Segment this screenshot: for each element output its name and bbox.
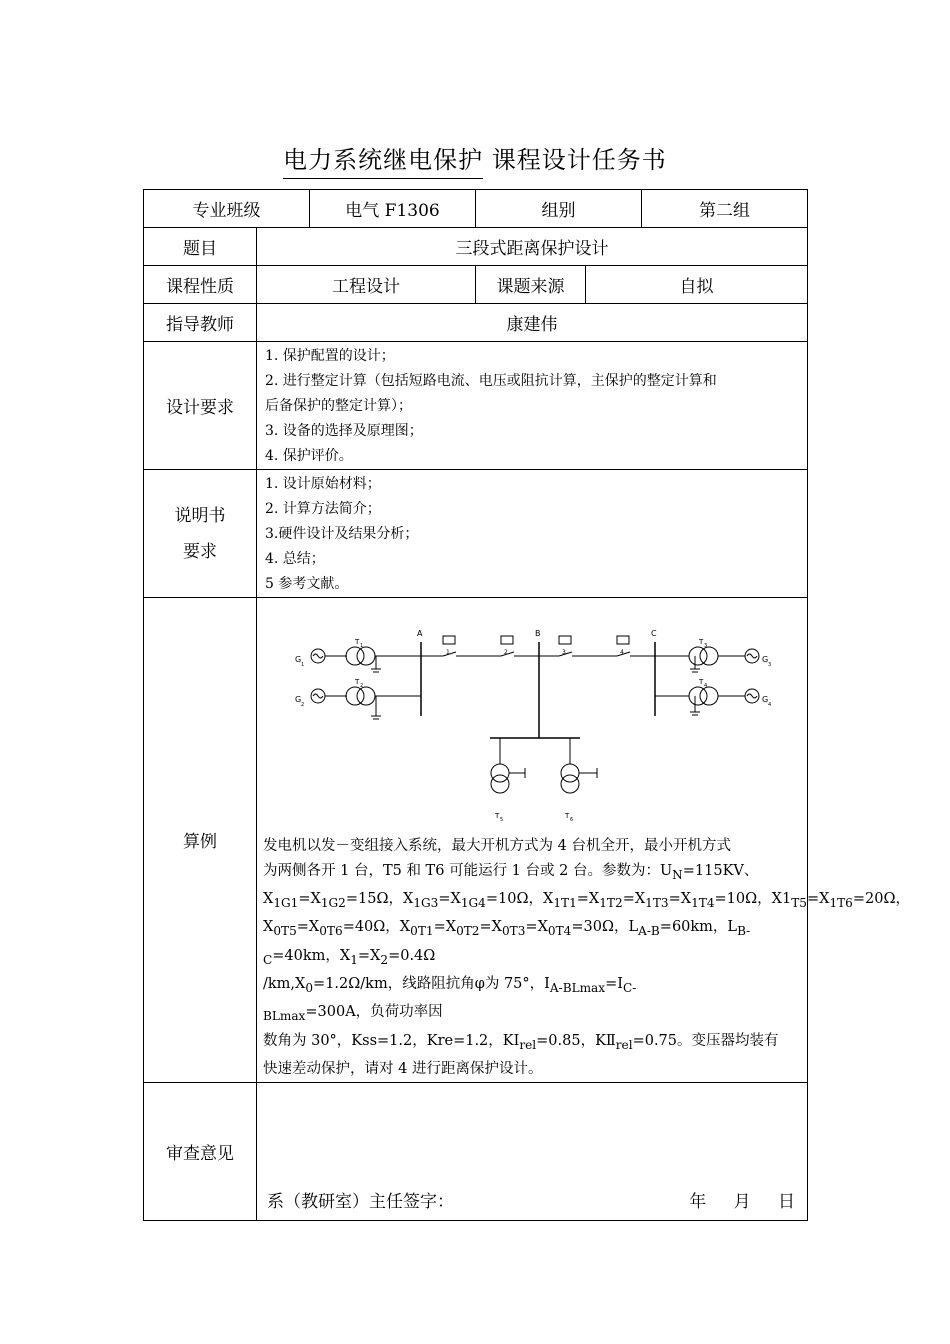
breaker-4-label: 4	[620, 649, 624, 656]
row-teacher	[144, 304, 808, 342]
example-line-3: $X_{1G1}=X_{1G2}=15\Omega$，$X_{1G3}=X_{1G4}=10\Omega$，$X_{1T1}=X_{1T2}=X_{1T3}=X_{1T4}=10\Omega$，$X1_{T5}=X_{1T6}=20\Omega$，	[263, 890, 910, 910]
row-review	[144, 1082, 808, 1220]
t4-sub: 4	[704, 683, 708, 689]
g2-label: G	[295, 695, 302, 704]
bus-c-label: C	[651, 629, 657, 638]
breaker-2	[501, 636, 513, 644]
design-req-line: 4. 保护评价。	[265, 448, 353, 464]
breaker-1-label: 1	[446, 649, 450, 656]
title-underlined: 电力系统继电保护	[283, 146, 483, 179]
g1-sub: 1	[301, 662, 305, 668]
transformer-t1-icon	[346, 647, 364, 665]
example-line-7: 快速差动保护，请对 4 进行距离保护设计。	[263, 1061, 543, 1078]
single-line-diagram	[263, 612, 803, 830]
example-content	[257, 598, 910, 1083]
example-line-1: 发电机以发－变组接入系统，最大开机方式为 4 台机全开，最小开机方式	[263, 838, 731, 854]
breaker-1	[443, 636, 455, 644]
t6-label: T	[565, 812, 570, 820]
t6-sub: 6	[570, 817, 574, 823]
manual-req-label	[144, 470, 257, 598]
example-line-4: $X_{0T5}=X_{0T6}=40\Omega$，$X_{0T1}=X_{0T2}=X_{0T3}=X_{0T4}=30\Omega$，$L_{A-B}=60km$，$L_{B-C}=40km$，$X_1=X_2=0.4\Omega$	[263, 919, 751, 967]
manual-req-line: 5 参考文献。	[265, 576, 349, 592]
t5-label: T	[495, 812, 500, 820]
g4-label: G	[762, 695, 769, 704]
manual-req-line: 1. 设计原始材料；	[265, 476, 381, 492]
g2-sub: 2	[301, 702, 305, 708]
t2-label: T	[355, 678, 360, 686]
generator-g1-wave	[313, 654, 323, 658]
source-value: 自拟	[586, 266, 808, 304]
breaker-3-label: 3	[562, 649, 566, 656]
breaker-4	[617, 636, 629, 644]
t3-label: T	[699, 638, 704, 646]
manual-req-content	[257, 470, 808, 598]
design-req-label: 设计要求	[144, 342, 257, 470]
topic-label: 题目	[144, 228, 257, 266]
review-label: 审查意见	[144, 1082, 257, 1220]
design-req-content	[257, 342, 808, 470]
review-date: 年 月 日	[689, 1191, 795, 1212]
row-nature-source	[144, 266, 808, 304]
transformer-t5-icon	[491, 764, 509, 782]
major-value: 电气 F1306	[310, 190, 476, 228]
review-content	[257, 1082, 808, 1220]
t1-sub: 1	[360, 643, 364, 649]
manual-req-label-1: 说明书	[174, 505, 226, 526]
nature-label: 课程性质	[144, 266, 257, 304]
example-line-2: 为两侧各开 1 台，T5 和 T6 可能运行 1 台或 2 台。参数为：$U_N=115KV$、	[263, 862, 759, 882]
design-req-line: 3. 设备的选择及原理图；	[265, 423, 423, 439]
example-line-5: $/km,X_0=1.2\Omega/km$，线路阻抗角φ为 75°，$I_{A-BLmax}=I_{C-BLmax}=300A$，负荷功率因	[263, 976, 637, 1024]
t3-sub: 3	[704, 643, 708, 649]
breaker-2-label: 2	[504, 649, 508, 656]
manual-req-label-2: 要求	[183, 541, 217, 562]
example-line-6: 数角为 30°，Kss=1.2，Kre=1.2，$KⅠ_{rel}=0.85$，$KⅡ_{rel}=0.75$。变压器均装有	[263, 1032, 779, 1052]
t5-sub: 5	[500, 817, 504, 823]
transformer-t6-icon	[561, 764, 579, 782]
row-example	[144, 598, 808, 1083]
transformer-t4-icon	[689, 687, 707, 705]
t2-sub: 2	[360, 683, 364, 689]
row-major-group	[144, 190, 808, 228]
director-signature: 系（教研室）主任签字：	[267, 1191, 454, 1212]
group-value: 第二组	[642, 190, 808, 228]
example-description	[263, 834, 910, 1082]
teacher-value: 康建伟	[257, 304, 808, 342]
transformer-t3-icon	[689, 647, 707, 665]
title-rest: 课程设计任务书	[491, 146, 667, 174]
group-label: 组别	[476, 190, 642, 228]
row-topic	[144, 228, 808, 266]
t4-label: T	[699, 678, 704, 686]
transformer-t2-icon	[346, 687, 364, 705]
g3-sub: 3	[768, 662, 772, 668]
manual-req-line: 2. 计算方法简介；	[265, 501, 381, 517]
source-label: 课题来源	[476, 266, 586, 304]
design-req-line: 1. 保护配置的设计；	[265, 348, 395, 364]
bus-b-label: B	[535, 629, 541, 638]
g4-sub: 4	[768, 702, 772, 708]
design-req-line: 后备保护的整定计算）；	[265, 398, 412, 414]
document-title	[0, 140, 950, 175]
nature-value: 工程设计	[257, 266, 476, 304]
manual-req-line: 4. 总结；	[265, 551, 325, 567]
g1-label: G	[295, 655, 302, 664]
example-label: 算例	[144, 598, 257, 1083]
g3-label: G	[762, 655, 769, 664]
manual-req-line: 3.硬件设计及结果分析；	[265, 526, 419, 542]
design-req-line: 2. 进行整定计算（包括短路电流、电压或阻抗计算，主保护的整定计算和	[265, 373, 717, 389]
row-manual-requirements	[144, 470, 808, 598]
task-form-table	[143, 189, 910, 1221]
major-label: 专业班级	[144, 190, 310, 228]
breaker-3	[559, 636, 571, 644]
topic-value: 三段式距离保护设计	[257, 228, 808, 266]
bus-a-label: A	[417, 629, 423, 638]
row-design-requirements	[144, 342, 808, 470]
t1-label: T	[355, 638, 360, 646]
teacher-label: 指导教师	[144, 304, 257, 342]
